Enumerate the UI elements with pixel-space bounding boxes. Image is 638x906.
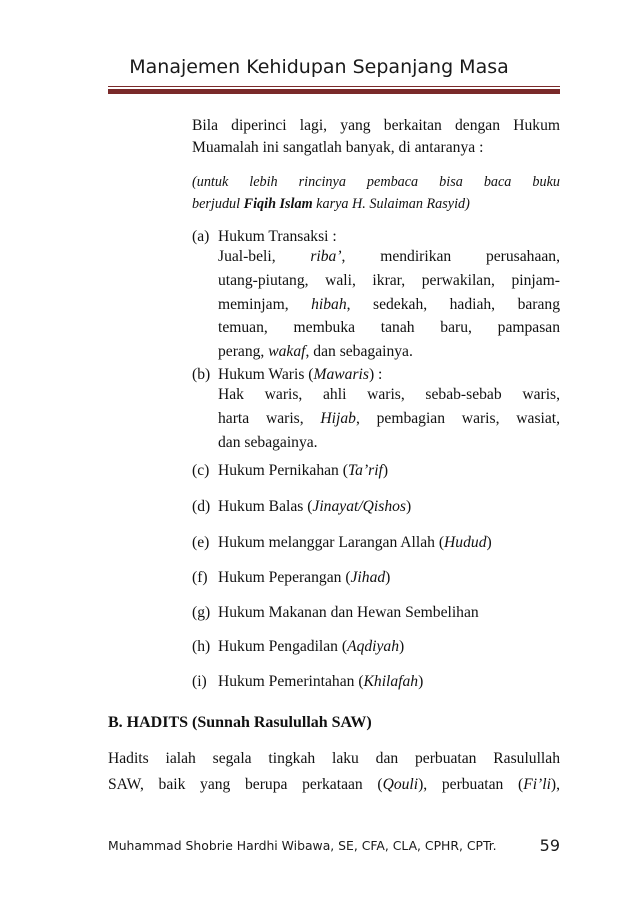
- paragraph-term: Qouli: [382, 776, 419, 793]
- list-item-description: [218, 384, 560, 455]
- desc-line: [218, 341, 560, 365]
- body-paragraph: [108, 750, 560, 802]
- heading-term: Jihad: [350, 569, 386, 586]
- heading-text: Hukum Pengadilan (: [218, 638, 348, 655]
- desc-line: utang-piutang, wali, ikrar, perwakilan, pinjam-: [218, 271, 560, 289]
- heading-term: Aqdiyah: [347, 638, 400, 655]
- paragraph-line: [108, 776, 560, 802]
- header-rule-thick: [108, 89, 560, 94]
- list-marker: (b): [192, 366, 211, 383]
- desc-term: riba’: [310, 248, 342, 265]
- paragraph-text: SAW, baik yang berupa perkataan (: [108, 776, 383, 793]
- note-line: (untuk lebih rincinya pembaca bisa baca buku: [192, 174, 560, 190]
- desc-line: dan sebagainya.: [218, 433, 318, 451]
- desc-line: [218, 246, 560, 270]
- header-rule-thin: [108, 86, 560, 87]
- note-text: berjudul: [192, 196, 244, 212]
- heading-text: ): [382, 462, 389, 479]
- list-item-heading: [218, 636, 404, 657]
- intro-line: Bila diperinci lagi, yang berkaitan dengan Hukum: [192, 117, 560, 134]
- desc-line: [218, 408, 560, 432]
- paragraph-text: ), perbuatan (: [418, 776, 524, 793]
- heading-text: ): [418, 673, 424, 690]
- book-title: Fiqih Islam: [243, 196, 313, 212]
- desc-line: temuan, membuka tanah baru, pampasan: [218, 319, 560, 337]
- list-item-heading: [218, 496, 411, 517]
- heading-text: Hukum melanggar Larangan Allah (: [218, 534, 445, 551]
- heading-text: ): [486, 534, 492, 551]
- desc-line: Hak waris, ahli waris, sebab-sebab waris,: [218, 386, 560, 403]
- list-marker: (h): [192, 638, 211, 655]
- intro-line: Muamalah ini sangatlah banyak, di antaranya :: [192, 139, 484, 156]
- list-item-heading: Hukum Transaksi :: [218, 228, 337, 245]
- list-marker: (i): [192, 673, 207, 690]
- list-item-heading: [218, 532, 492, 553]
- heading-term: Ta’rif: [347, 462, 383, 479]
- heading-text: Hukum Waris (: [218, 366, 314, 383]
- list-marker: (e): [192, 534, 210, 551]
- heading-term: Khilafah: [363, 673, 419, 690]
- desc-term: Hijab: [320, 409, 356, 427]
- section-heading: B. HADITS (Sunnah Rasulullah SAW): [108, 714, 372, 731]
- heading-text: ): [405, 498, 412, 515]
- page-number: 59: [539, 836, 560, 855]
- footer-author: Muhammad Shobrie Hardhi Wibawa, SE, CFA, CLA, CPHR, CPTr.: [108, 838, 497, 853]
- list-item-heading: [218, 602, 479, 623]
- heading-text: ) :: [368, 366, 383, 383]
- desc-text: , pembagian waris, wasiat,: [355, 409, 560, 427]
- desc-line: [218, 294, 560, 318]
- desc-text: , mendirikan perusahaan,: [341, 248, 560, 265]
- list-item-description: [218, 246, 560, 365]
- list-marker: (c): [192, 462, 210, 479]
- list-marker: (a): [192, 228, 210, 245]
- list-marker: (g): [192, 604, 211, 621]
- heading-text: Hukum Peperangan (: [218, 569, 351, 586]
- heading-text: ): [399, 638, 405, 655]
- reference-note: [192, 172, 560, 214]
- paragraph-line: Hadits ialah segala tingkah laku dan perbuatan Rasulullah: [108, 750, 560, 767]
- desc-text: , dan sebagainya.: [305, 343, 413, 361]
- heading-text: Hukum Makanan dan Hewan Sembelihan: [218, 604, 479, 621]
- list-item-heading: [218, 460, 388, 481]
- list-item-heading: [218, 671, 423, 692]
- list-item-heading: [218, 567, 390, 588]
- heading-text: Hukum Balas (: [218, 498, 313, 515]
- heading-text: ): [385, 569, 391, 586]
- paragraph-text: ),: [550, 776, 560, 793]
- running-header: Manajemen Kehidupan Sepanjang Masa: [129, 56, 509, 78]
- desc-text: meminjam,: [218, 295, 312, 313]
- note-text: karya H. Sulaiman Rasyid): [312, 196, 470, 212]
- desc-text: perang,: [218, 343, 269, 361]
- list-marker: (f): [192, 569, 208, 586]
- desc-text: Jual-beli,: [218, 248, 311, 265]
- desc-text: , sedekah, hadiah, barang: [346, 295, 560, 313]
- paragraph-term: Fi’li: [523, 776, 551, 793]
- note-line: [192, 194, 560, 214]
- heading-text: Hukum Pemerintahan (: [218, 673, 364, 690]
- heading-term: Hudud: [444, 534, 487, 551]
- heading-term: Jinayat/Qishos: [312, 498, 406, 515]
- desc-term: wakaf: [268, 343, 306, 361]
- heading-text: Hukum Pernikahan (: [218, 462, 348, 479]
- intro-paragraph: [192, 116, 560, 158]
- desc-term: hibah: [311, 295, 347, 313]
- desc-text: harta waris,: [218, 409, 321, 427]
- list-marker: (d): [192, 498, 211, 515]
- list-item-heading: [218, 364, 382, 385]
- heading-term: Mawaris: [313, 366, 369, 383]
